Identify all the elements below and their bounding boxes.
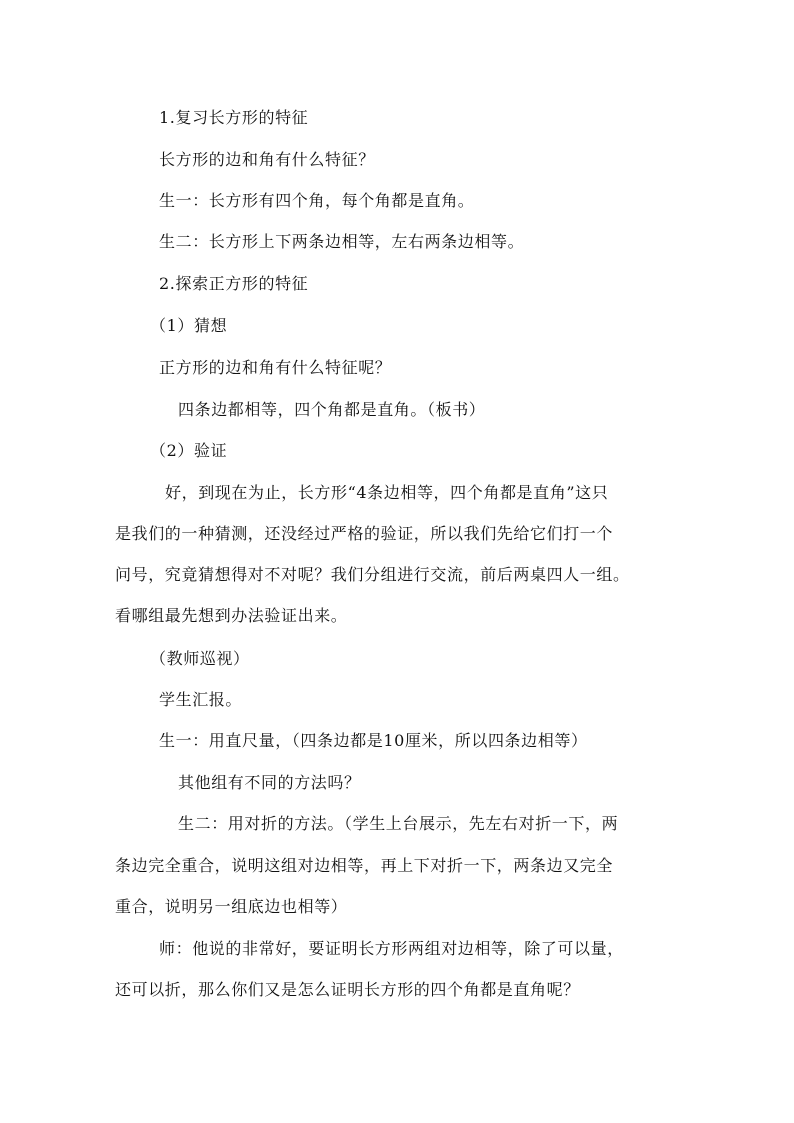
student-answer-3: 生一：用直尺量，（四条边都是10厘米，所以四条边相等） [159, 731, 588, 750]
student-answer-1: 生一：长方形有四个角，每个角都是直角。 [159, 191, 475, 210]
paragraph-line: 重合，说明另一组底边也相等） [115, 897, 348, 916]
paragraph-line: 是我们的一种猜测，还没经过严格的验证，所以我们先给它们打一个 [115, 524, 614, 543]
question-line-3: 其他组有不同的方法吗？ [178, 773, 361, 792]
question-line: 长方形的边和角有什么特征？ [159, 150, 375, 169]
board-note: 四条边都相等，四个角都是直角。（板书） [178, 400, 486, 419]
student-report: 学生汇报。 [159, 690, 243, 709]
paragraph-line: 好，到现在为止，长方形“4条边相等，四个角都是直角”这只 [165, 483, 609, 502]
question-line-2: 正方形的边和角有什么特征呢？ [159, 358, 392, 377]
paragraph-line: 条边完全重合，说明这组对边相等，再上下对折一下，两条边又完全 [115, 856, 614, 875]
paragraph-line: 看哪组最先想到办法验证出来。 [115, 606, 348, 625]
paragraph-line: 还可以折，那么你们又是怎么证明长方形的四个角都是直角呢？ [115, 980, 580, 999]
paragraph-line: 问号，究竟猜想得对不对呢？我们分组进行交流，前后两桌四人一组。 [115, 565, 630, 584]
subheading-verify: （2）验证 [150, 441, 228, 460]
paragraph-line: 师：他说的非常好，要证明长方形两组对边相等，除了可以量， [159, 939, 624, 958]
paragraph-line: 生二：用对折的方法。（学生上台展示，先左右对折一下，两 [178, 814, 619, 833]
teacher-note: （教师巡视） [150, 649, 250, 668]
subheading-guess: （1）猜想 [150, 316, 228, 335]
section-heading-1: 1.复习长方形的特征 [159, 108, 309, 127]
section-heading-2: 2.探索正方形的特征 [159, 274, 309, 293]
student-answer-2: 生二：长方形上下两条边相等，左右两条边相等。 [159, 232, 525, 251]
